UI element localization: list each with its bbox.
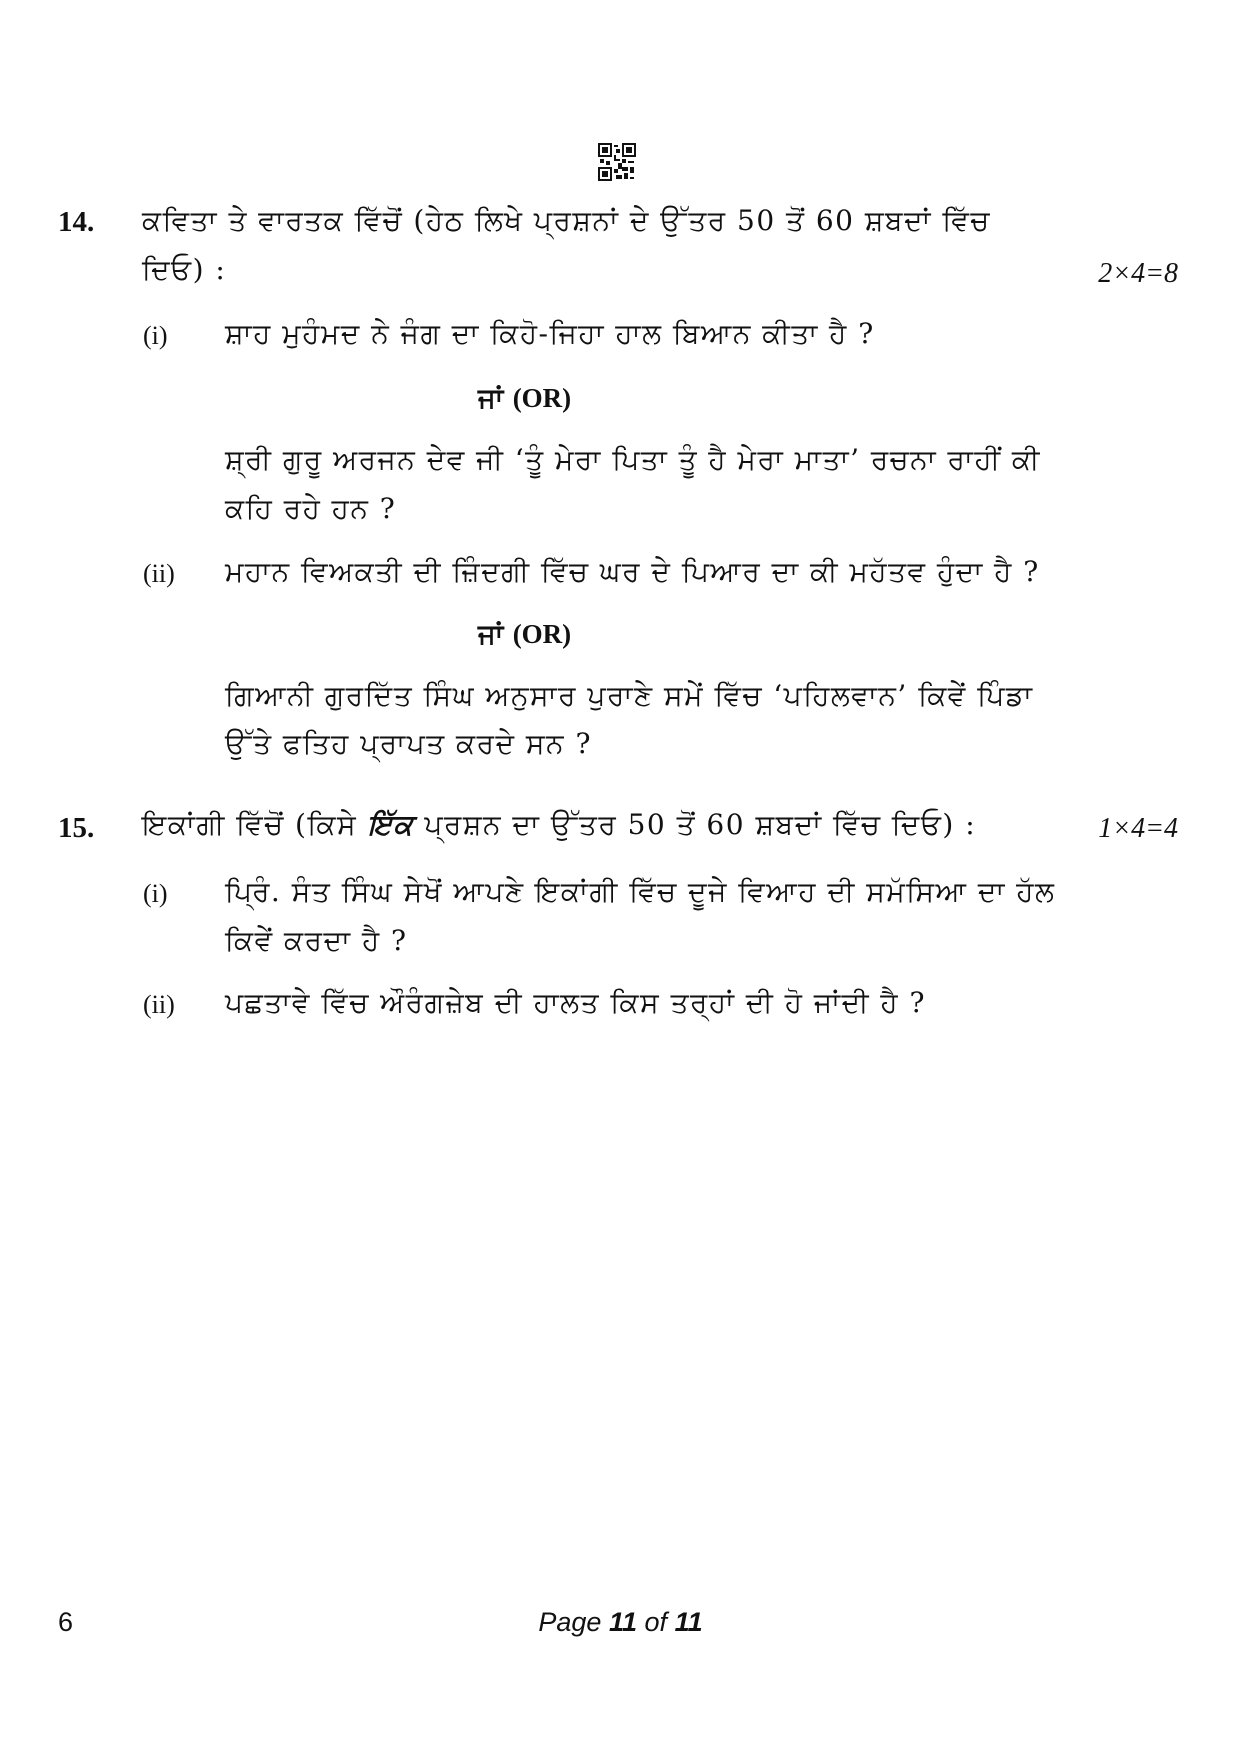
or-separator: ਜਾਂ (OR) bbox=[478, 619, 572, 650]
sub-question-text: ਸ਼ਾਹ ਮੁਹੰਮਦ ਨੇ ਜੰਗ ਦਾ ਕਿਹੋ-ਜਿਹਾ ਹਾਲ ਬਿਆਨ ਕੀਤਾ ਹੈ ? bbox=[225, 317, 875, 350]
sub-question-text: ਮਹਾਨ ਵਿਅਕਤੀ ਦੀ ਜ਼ਿੰਦਗੀ ਵਿੱਚ ਘਰ ਦੇ ਪਿਆਰ ਦਾ ਕੀ ਮਹੱਤਵ ਹੁੰਦਾ ਹੈ ? bbox=[225, 555, 1040, 588]
alternative-question-text: ਸ਼੍ਰੀ ਗੁਰੂ ਅਰਜਨ ਦੇਵ ਜੀ ‘ਤੂੰ ਮੇਰਾ ਪਿਤਾ ਤੂੰ ਹੈ ਮੇਰਾ ਮਾਤਾ’ ਰਚਨਾ ਰਾਹੀਂ ਕੀ bbox=[225, 443, 1041, 476]
qr-code bbox=[598, 143, 636, 181]
question-number: 15. bbox=[58, 812, 95, 844]
question-text: ਦਿਓ) : bbox=[142, 253, 227, 286]
sub-question-label: (i) bbox=[143, 321, 168, 350]
sub-question-label: (i) bbox=[143, 879, 168, 908]
or-separator: ਜਾਂ (OR) bbox=[478, 383, 572, 414]
emphasis-word: ਇੱਕ bbox=[367, 808, 415, 841]
sub-question-label: (ii) bbox=[143, 559, 175, 588]
marks-allocation: 1×4=4 bbox=[1098, 813, 1178, 844]
alternative-question-text: ਉੱਤੇ ਫਤਿਹ ਪ੍ਰਾਪਤ ਕਰਦੇ ਸਨ ? bbox=[225, 727, 592, 760]
question-text: ਇਕਾਂਗੀ ਵਿੱਚੋਂ (ਕਿਸੇ ਇੱਕ ਪ੍ਰਸ਼ਨ ਦਾ ਉੱਤਰ 50 ਤੋਂ 60 ਸ਼ਬਦਾਂ ਵਿੱਚ ਦਿਓ) : bbox=[142, 808, 977, 841]
sub-question-text: ਕਿਵੇਂ ਕਰਦਾ ਹੈ ? bbox=[225, 924, 408, 957]
question-number: 14. bbox=[58, 206, 95, 238]
alternative-question-text: ਗਿਆਨੀ ਗੁਰਦਿੱਤ ਸਿੰਘ ਅਨੁਸਾਰ ਪੁਰਾਣੇ ਸਮੇਂ ਵਿੱਚ ‘ਪਹਿਲਵਾਨ’ ਕਿਵੇਂ ਪਿੰਡਾ bbox=[225, 679, 1034, 712]
page-indicator: Page 11 of 11 bbox=[538, 1607, 703, 1637]
alternative-question-text: ਕਹਿ ਰਹੇ ਹਨ ? bbox=[225, 492, 397, 525]
sub-question-label: (ii) bbox=[143, 990, 175, 1019]
page-code: 6 bbox=[58, 1607, 74, 1637]
question-text: ਕਵਿਤਾ ਤੇ ਵਾਰਤਕ ਵਿੱਚੋਂ (ਹੇਠ ਲਿਖੇ ਪ੍ਰਸ਼ਨਾਂ ਦੇ ਉੱਤਰ 50 ਤੋਂ 60 ਸ਼ਬਦਾਂ ਵਿੱਚ bbox=[142, 204, 991, 237]
sub-question-text: ਪਛਤਾਵੇ ਵਿੱਚ ਔਰੰਗਜ਼ੇਬ ਦੀ ਹਾਲਤ ਕਿਸ ਤਰ੍ਹਾਂ ਦੀ ਹੋ ਜਾਂਦੀ ਹੈ ? bbox=[225, 986, 927, 1019]
sub-question-text: ਪ੍ਰਿੰ. ਸੰਤ ਸਿੰਘ ਸੇਖੋਂ ਆਪਣੇ ਇਕਾਂਗੀ ਵਿੱਚ ਦੂਜੇ ਵਿਆਹ ਦੀ ਸਮੱਸਿਆ ਦਾ ਹੱਲ bbox=[225, 875, 1056, 908]
marks-allocation: 2×4=8 bbox=[1098, 258, 1178, 289]
